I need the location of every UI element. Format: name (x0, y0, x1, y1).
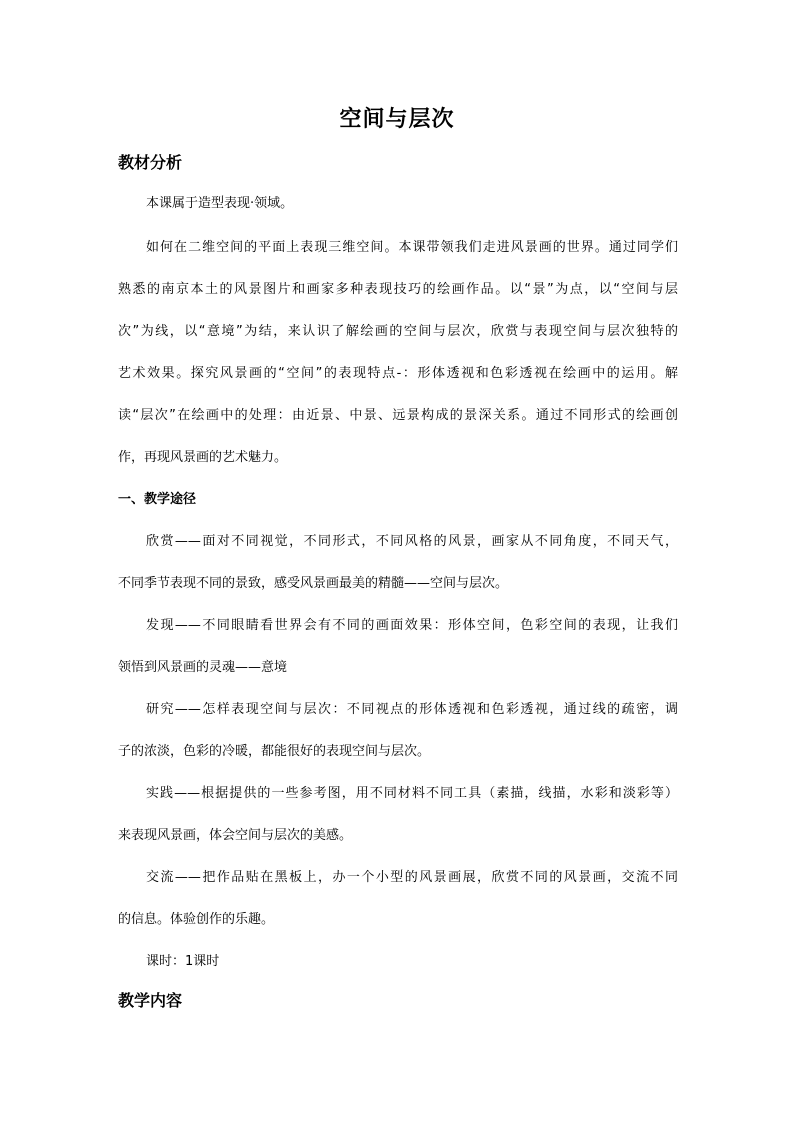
approach-line: 发现——不同眼睛看世界会有不同的画面效果：形体空间，色彩空间的表现，让我们 (146, 618, 678, 633)
document-title: 空间与层次 (339, 106, 455, 132)
section-heading-textbook-analysis: 教材分析 (118, 153, 183, 172)
approach-line: 不同季节表现不同的景致，感受风景画最美的精髓——空间与层次。 (118, 576, 509, 591)
approach-line: 欣赏——面对不同视觉，不同形式，不同风格的风景，画家从不同角度，不同天气， (146, 534, 678, 549)
class-hours: 课时：1课时 (146, 954, 220, 969)
section-heading-teaching-content: 教学内容 (118, 991, 183, 1010)
approach-line: 领悟到风景画的灵魂——意境 (118, 660, 288, 675)
intro-line: 本课属于造型表现·领域。 (146, 196, 294, 211)
paragraph-line: 熟悉的南京本土的风景图片和画家多种表现技巧的绘画作品。以“景”为点，以“空间与层 (118, 282, 678, 297)
approach-line: 实践——根据提供的一些参考图，用不同材料不同工具（素描，线描，水彩和淡彩等） (146, 786, 678, 801)
approach-line: 的信息。体验创作的乐趣。 (118, 912, 275, 927)
approach-line: 来表现风景画，体会空间与层次的美感。 (118, 828, 353, 843)
approach-line: 交流——把作品贴在黑板上，办一个小型的风景画展，欣赏不同的风景画，交流不同 (146, 870, 678, 885)
paragraph-line: 作，再现风景画的艺术魅力。 (118, 450, 288, 465)
approach-line: 研究——怎样表现空间与层次：不同视点的形体透视和色彩透视，通过线的疏密，调 (146, 702, 678, 717)
subheading-teaching-approach: 一、教学途径 (118, 492, 197, 507)
approach-line: 子的浓淡，色彩的冷暖，都能很好的表现空间与层次。 (118, 744, 431, 759)
paragraph-line: 艺术效果。探究风景画的“空间”的表现特点-：形体透视和色彩透视在绘画中的运用。解 (118, 366, 678, 381)
paragraph-line: 如何在二维空间的平面上表现三维空间。本课带领我们走进风景画的世界。通过同学们 (146, 240, 678, 255)
paragraph-line: 读“层次”在绘画中的处理：由近景、中景、远景构成的景深关系。通过不同形式的绘画创 (118, 408, 678, 423)
paragraph-line: 次”为线，以“意境”为结，来认识了解绘画的空间与层次，欣赏与表现空间与层次独特的 (118, 324, 678, 339)
